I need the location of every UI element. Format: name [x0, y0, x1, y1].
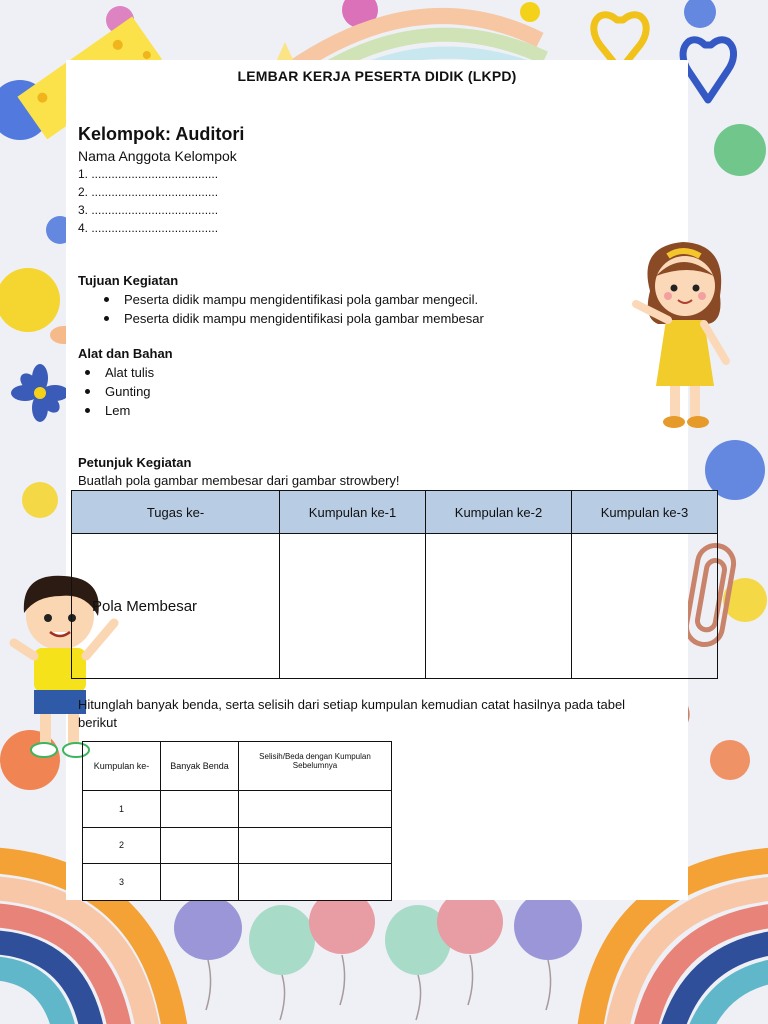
column-header: Kumpulan ke-1: [280, 491, 426, 534]
girl-illustration: [628, 236, 740, 432]
balloon-decoration: [174, 890, 582, 1020]
pattern-table: [71, 490, 718, 679]
table-row: [83, 791, 392, 828]
answer-cell[interactable]: [239, 864, 392, 901]
row-label: Pola Membesar: [72, 534, 280, 679]
instructions-text: Buatlah pola gambar membesar dari gambar strowbery!: [78, 473, 400, 488]
page-title: LEMBAR KERJA PESERTA DIDIK (LKPD): [237, 68, 517, 84]
members-label: Nama Anggota Kelompok: [78, 148, 237, 164]
table-row: [83, 864, 392, 901]
answer-cell[interactable]: [426, 534, 572, 679]
column-header: Kumpulan ke-2: [426, 491, 572, 534]
table-header-row: [72, 491, 718, 534]
column-header: Tugas ke-: [72, 491, 280, 534]
list-item: Lem: [79, 401, 154, 420]
materials-heading: Alat dan Bahan: [78, 346, 173, 361]
count-table: [82, 741, 392, 901]
count-instruction-line: Hitunglah banyak benda, serta selisih dari setiap kumpulan kemudian catat hasilnya pada tabel: [78, 697, 626, 712]
materials-list: [79, 363, 154, 420]
count-instruction: [78, 696, 698, 732]
row-number: 1: [83, 791, 161, 828]
members-list: [78, 165, 218, 237]
member-line[interactable]: 2. ......................................: [78, 185, 219, 199]
answer-cell[interactable]: [161, 791, 239, 828]
group-title: Kelompok: Auditori: [78, 124, 245, 144]
column-header: Banyak Benda: [161, 742, 239, 791]
answer-cell[interactable]: [280, 534, 426, 679]
list-item: Gunting: [79, 382, 154, 401]
member-line[interactable]: 3. ......................................: [78, 203, 219, 217]
column-header: Selisih/Beda dengan Kumpulan Sebelumnya: [239, 742, 392, 791]
list-item: Alat tulis: [79, 363, 154, 382]
column-header: Kumpulan ke-3: [572, 491, 718, 534]
count-instruction-line: berikut: [78, 715, 118, 730]
list-item: Peserta didik mampu mengidentifikasi pola gambar membesar: [98, 309, 484, 328]
table-header-row: [83, 742, 392, 791]
goals-list: [98, 290, 484, 328]
table-row: [83, 827, 392, 864]
answer-cell[interactable]: [161, 827, 239, 864]
answer-cell[interactable]: [239, 791, 392, 828]
row-number: 2: [83, 827, 161, 864]
answer-cell[interactable]: [572, 534, 718, 679]
row-number: 3: [83, 864, 161, 901]
instructions-heading: Petunjuk Kegiatan: [78, 455, 192, 470]
table-row: [72, 534, 718, 679]
member-line[interactable]: 1. ......................................: [78, 167, 219, 181]
column-header: Kumpulan ke-: [83, 742, 161, 791]
member-line[interactable]: 4. ......................................: [78, 221, 219, 235]
answer-cell[interactable]: [161, 864, 239, 901]
list-item: Peserta didik mampu mengidentifikasi pola gambar mengecil.: [98, 290, 484, 309]
answer-cell[interactable]: [239, 827, 392, 864]
goals-heading: Tujuan Kegiatan: [78, 273, 179, 288]
